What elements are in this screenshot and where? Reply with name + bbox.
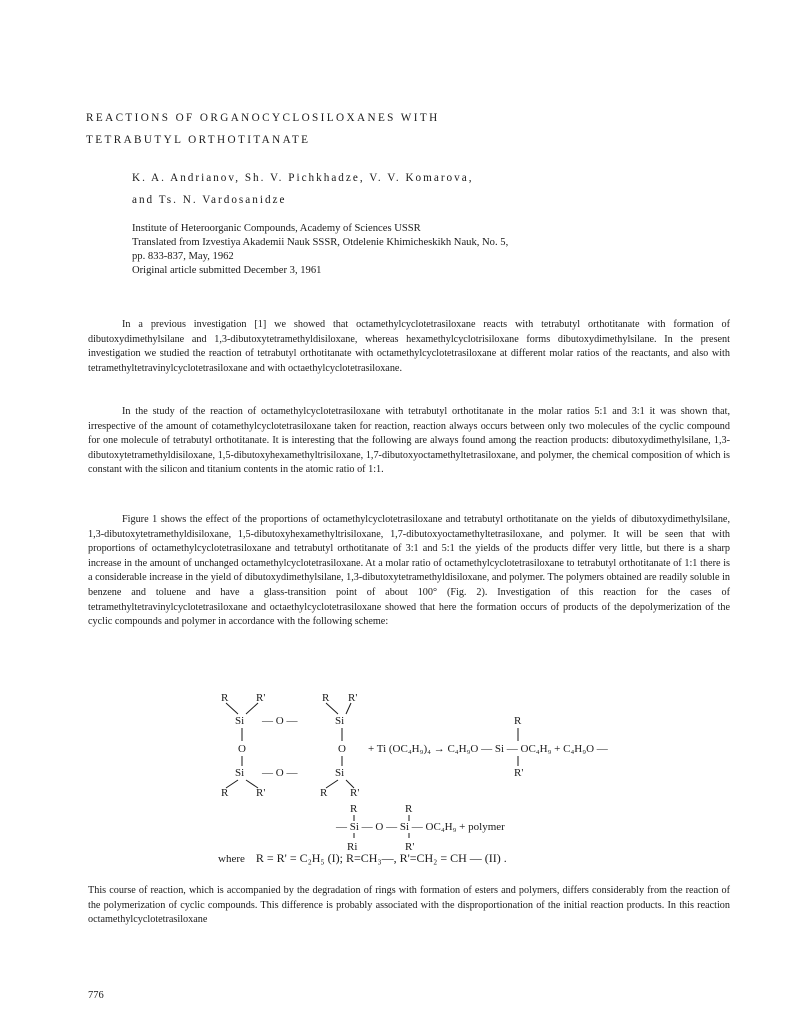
scheme-ri-label: Ri (347, 841, 358, 853)
scheme-r-5: R (514, 715, 522, 727)
authors-line-1: K. A. Andrianov, Sh. V. Pichkhadze, V. V. Komarova, (132, 172, 474, 184)
page-number: 776 (88, 990, 104, 1001)
bond (226, 780, 238, 788)
scheme-chain: — Si — O — Si — OC₄H₉ + polymer (336, 821, 505, 833)
scheme-r-6: R (350, 803, 358, 815)
scheme-o-1: O (238, 743, 246, 755)
scheme-r-2: R (322, 692, 330, 704)
scheme-si-1: Si (235, 715, 245, 727)
title-line-1: REACTIONS OF ORGANOCYCLOSILOXANES WITH (86, 112, 440, 124)
scheme-r-7: R (405, 803, 413, 815)
scheme-where-line (218, 851, 507, 866)
bond (226, 703, 238, 714)
scheme-rp-label: R' (405, 841, 415, 853)
paragraph-1: In a previous investigation [1] we showed that octamethylcyclotetrasiloxane reacts with tetrabutyl orthotitanate with formation of dibutoxydimethylsilane and 1,3-dibutoxytetramethyldisiloxane, whereas hexamethylcyclotrisiloxane forms dibutoxydimethylsilane. In the present investigation we studied the reaction of tetrabutyl orthotitanate with octamethylcyclotetrasiloxane at different molar ratios of the reactants, and also with tetramethyltetravinylcyclotetrasiloxane and with octaethylcyclotetrasiloxane. (88, 319, 730, 374)
bond (326, 780, 338, 788)
scheme-o-2: O (338, 743, 346, 755)
scheme-rp-4: R' (350, 787, 360, 799)
scheme-bridge-bottom: — O — (262, 767, 298, 779)
scheme-reagent: + Ti (OC₄H₉)₄ → C₄H₉O — Si — OC₄H₉ + C₄H₉O — (368, 743, 608, 755)
paragraph-3: Figure 1 shows the effect of the proportions of octamethylcyclotetrasiloxane and tetrabutyl orthotitanate on the yields of dibutoxydimethylsilane, 1,3-dibutoxytetramethyldisiloxane, 1,5-dibutoxyhexamethyltrisiloxane, 1,7-dibutoxyoctamethyltetrasiloxane, and polymer. It will be seen that with proportions of octamethylcyclotetrasiloxane and tetrabutyl orthotitanate of 3:1 and 5:1 the yields of the products differ very little, but there is a sharp increase in the amount of unchanged octamethylcyclotetrasiloxane. At a molar ratio of octamethylcyclotetrasiloxane to tetrabutyl orthotitanate of 1:1 there is a considerable increase in the yield of dibutoxydimethylsilane, 1,3-dibutoxytetramethyldisiloxane, and polymer. The polymers obtained are readily soluble in benzene and toluene and have a glass-transition point of about 100° (Fig. 2). Investigation of this reaction for the cases of tetramethyltetravinylcyclotetrasiloxane and octaethylcyclotetrasiloxane showed that here the formation occurs of products of the depolymerization of the cyclic compounds and polymer in accordance with the following scheme: (88, 514, 730, 628)
scheme-rp-1: R' (256, 692, 266, 704)
scheme-si-3: Si (235, 767, 245, 779)
scheme-rp-2: R' (348, 692, 358, 704)
title-line-2: TETRABUTYL ORTHOTITANATE (86, 134, 311, 146)
bond (346, 703, 351, 714)
scheme-r-4: R (320, 787, 328, 799)
paragraph-4: This course of reaction, which is accompanied by the degradation of rings with formation of esters and polymers, differs considerably from the reaction of the polymerization of cyclic compounds. This difference is probably associated with the disproportionation of the initial reaction products. In this reaction octamethylcyclotetrasiloxane (88, 885, 730, 926)
scheme-si-2: Si (335, 715, 345, 727)
scheme-si-4: Si (335, 767, 345, 779)
authors-line-2: and Ts. N. Vardosanidze (132, 194, 287, 206)
affiliation-translated: Translated from Izvestiya Akademii Nauk SSSR, Otdelenie Khimicheskikh Nauk, No. 5, (132, 237, 509, 248)
affiliation-institute: Institute of Heteroorganic Compounds, Academy of Sciences USSR (132, 223, 421, 234)
bond (246, 780, 258, 788)
scheme-r-3: R (221, 787, 229, 799)
reaction-scheme (200, 688, 670, 838)
scheme-bridge-top: — O — (262, 715, 298, 727)
bond (326, 703, 338, 714)
affiliation-pages: pp. 833-837, May, 1962 (132, 251, 234, 262)
paragraph-2: In the study of the reaction of octamethylcyclotetrasiloxane with tetrabutyl orthotitanate in the molar ratios 5:1 and 3:1 it was shown that, irrespective of the amount of cotamethylcyclotetrasiloxane taken for reaction, reaction always occurs between only two molecules of the cyclic compound for one molecule of tetrabutyl orthotitanate. It is interesting that the following are always found among the reaction products: dibutoxydimethylsilane, 1,3-dibutoxytetramethyldisiloxane, 1,5-dibutoxyhexamethyltrisiloxane, 1,7-dibutoxyoctamethyltetrasiloxane, and polymer, the chemical composition of which is constant with the silicon and titanium contents in the atomic ratio of 1:1. (88, 406, 730, 476)
scheme-rp-5: R' (514, 767, 524, 779)
where-label: where (218, 853, 245, 865)
bond (246, 703, 258, 714)
scheme-r-1: R (221, 692, 229, 704)
scheme-rp-3: R' (256, 787, 266, 799)
affiliation-submitted: Original article submitted December 3, 1961 (132, 265, 322, 276)
where-text: R = R' = C₂H₅ (I); R=CH₃—, R'=CH₂ = CH — (II) . (255, 851, 507, 865)
